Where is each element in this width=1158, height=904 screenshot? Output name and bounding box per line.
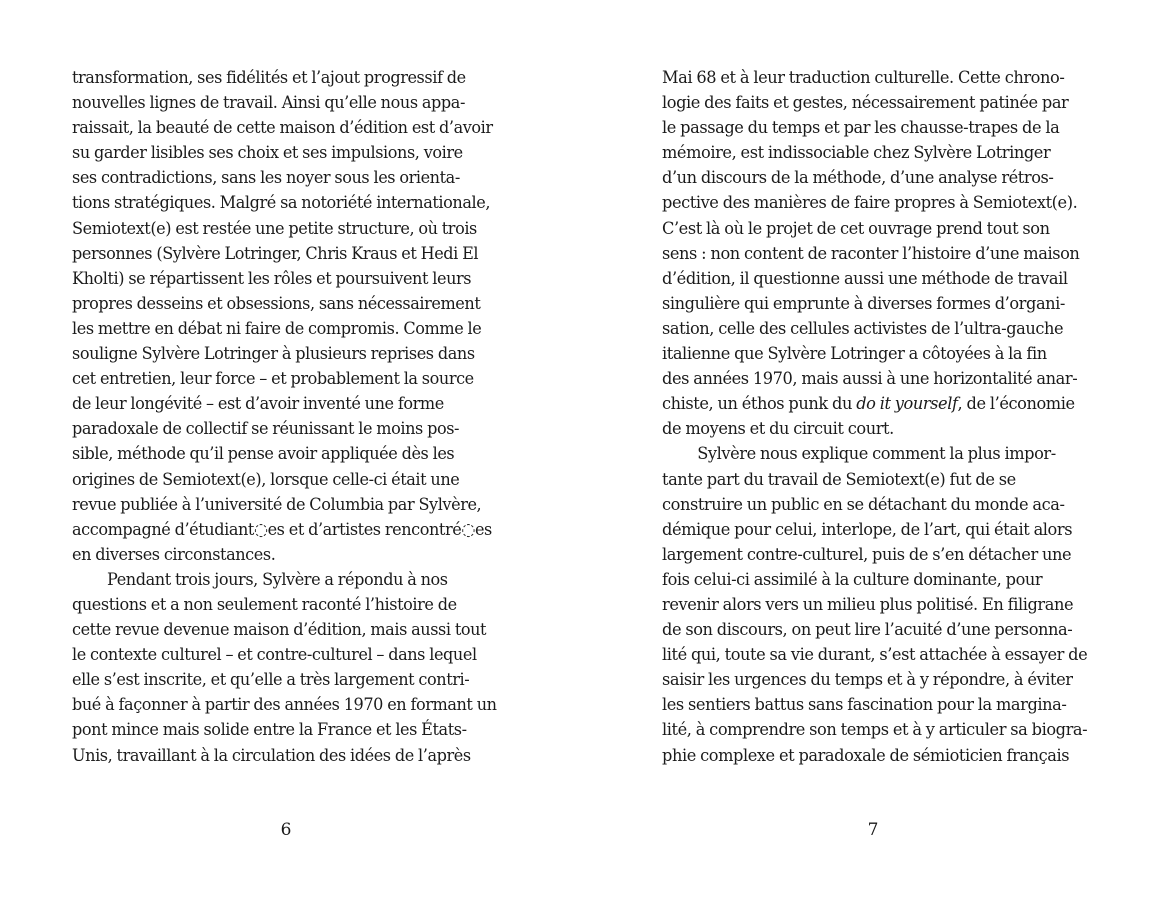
text-line: sens : non content de raconter l’histoire d’une maison — [662, 243, 1080, 264]
text-line: le contexte culturel – et contre-culturel – dans lequel — [72, 645, 477, 666]
text-line: de leur longévité – est d’avoir inventé une forme — [72, 394, 444, 415]
text-line: mémoire, est indissociable chez Sylvère Lotringer — [662, 143, 1051, 164]
text-line-segment: , de l’économie — [957, 394, 1075, 415]
text-line: ses contradictions, sans les noyer sous les orienta- — [72, 168, 460, 189]
text-line: fois celui-ci assimilé à la culture dominante, pour — [662, 569, 1043, 590]
text-line: pont mince mais solide entre la France et les États- — [72, 720, 467, 741]
text-line: cet entretien, leur force – et probablement la source — [72, 369, 474, 390]
text-line: d’un discours de la méthode, d’une analyse rétros- — [662, 168, 1054, 189]
text-line-segment: chiste, un éthos punk du — [662, 394, 857, 415]
text-line: propres desseins et obsessions, sans nécessairement — [72, 293, 481, 314]
text-line: Mai 68 et à leur traduction culturelle. Cette chrono- — [662, 68, 1065, 88]
text-line: pective des manières de faire propres à Semiotext(e). — [662, 193, 1078, 214]
text-line: elle s’est inscrite, et qu’elle a très largement contri- — [72, 670, 470, 691]
text-line: transformation, ses fidélités et l’ajout progressif de — [72, 68, 466, 88]
text-line: singulière qui emprunte à diverses formes d’organi- — [662, 293, 1065, 314]
text-line: le passage du temps et par les chausse-trapes de la — [662, 118, 1060, 139]
right-page-text — [662, 66, 1108, 769]
text-line: Kholti) se répartissent les rôles et poursuivent leurs — [72, 268, 472, 289]
text-line: Unis, travaillant à la circulation des idées de l’après — [72, 745, 471, 766]
text-line: lité qui, toute sa vie durant, s’est attachée à essayer de — [662, 645, 1088, 666]
text-line: tions stratégiques. Malgré sa notoriété internationale, — [72, 193, 491, 214]
text-line: d’édition, il questionne aussi une méthode de travail — [662, 268, 1068, 289]
right-page-number: 7 — [867, 820, 879, 840]
text-line: logie des faits et gestes, nécessairement patinée par — [662, 93, 1069, 114]
text-line: les sentiers battus sans fascination pour la margina- — [662, 695, 1067, 716]
text-line: origines de Semiotext(e), lorsque celle-ci était une — [72, 469, 460, 490]
text-line: largement contre-culturel, puis de s’en détacher une — [662, 544, 1072, 565]
text-line: revenir alors vers un milieu plus politisé. En filigrane — [662, 594, 1074, 615]
text-line: tante part du travail de Semiotext(e) fut de se — [662, 469, 1016, 490]
text-line: Semiotext(e) est restée une petite structure, où trois — [72, 218, 477, 239]
text-line: paradoxale de collectif se réunissant le moins pos- — [72, 419, 460, 440]
left-page-number: 6 — [280, 820, 292, 840]
text-line: saisir les urgences du temps et à y répondre, à éviter — [662, 670, 1073, 691]
text-line: en diverses circonstances. — [72, 544, 276, 565]
text-line: des années 1970, mais aussi à une horizontalité anar- — [662, 369, 1078, 390]
text-line: phie complexe et paradoxale de sémioticien français — [662, 745, 1070, 766]
text-line: Pendant trois jours, Sylvère a répondu à nos — [107, 569, 448, 590]
text-line — [662, 392, 1087, 417]
text-line: souligne Sylvère Lotringer à plusieurs reprises dans — [72, 344, 475, 365]
left-page-text — [72, 66, 521, 769]
text-line: lité, à comprendre son temps et à y articuler sa biogra- — [662, 720, 1088, 741]
text-line: Sylvère nous explique comment la plus impor- — [697, 444, 1056, 465]
text-line: de son discours, on peut lire l’acuité d’une personna- — [662, 620, 1073, 641]
text-line: accompagné d’étudiant◌es et d’artistes rencontré◌es — [72, 519, 492, 540]
text-line: questions et a non seulement raconté l’histoire de — [72, 594, 457, 615]
text-line: de moyens et du circuit court. — [662, 419, 894, 440]
text-line: les mettre en débat ni faire de compromis. Comme le — [72, 318, 482, 339]
text-line: raissait, la beauté de cette maison d’édition est d’avoir — [72, 118, 493, 139]
text-line: sible, méthode qu’il pense avoir appliquée dès les — [72, 444, 455, 465]
text-line: bué à façonner à partir des années 1970 en formant un — [72, 695, 497, 716]
text-line: démique pour celui, interlope, de l’art, qui était alors — [662, 519, 1073, 540]
text-line: sation, celle des cellules activistes de l’ultra-gauche — [662, 318, 1064, 339]
right-page — [579, 0, 1158, 904]
text-line: italienne que Sylvère Lotringer a côtoyées à la fin — [662, 344, 1047, 365]
text-line: cette revue devenue maison d’édition, mais aussi tout — [72, 620, 487, 641]
text-line: personnes (Sylvère Lotringer, Chris Kraus et Hedi El — [72, 243, 479, 264]
text-line: nouvelles lignes de travail. Ainsi qu’elle nous appa- — [72, 93, 465, 114]
italic-phrase: do it yourself — [856, 394, 958, 415]
text-line: su garder lisibles ses choix et ses impulsions, voire — [72, 143, 463, 164]
text-line: revue publiée à l’université de Columbia par Sylvère, — [72, 494, 482, 515]
text-line: C’est là où le projet de cet ouvrage prend tout son — [662, 218, 1050, 239]
text-line: construire un public en se détachant du monde aca- — [662, 494, 1065, 515]
